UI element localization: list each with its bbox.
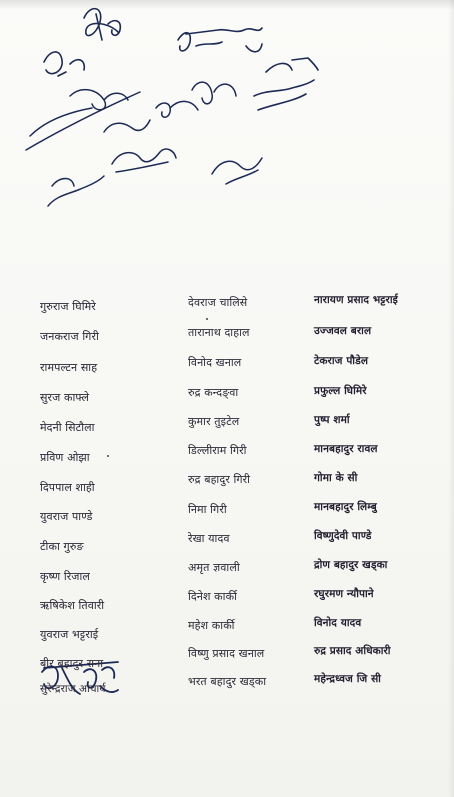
name-entry: पुष्प शर्मा [314, 414, 350, 426]
handwritten-signature-top-left [44, 9, 120, 76]
name-entry: दिनेश कार्की [188, 590, 237, 603]
name-entry: प्रविण ओझा [40, 451, 90, 464]
name-entry: निमा गिरी [188, 503, 227, 516]
name-entry: विष्णुदेवी पाण्डे [314, 530, 372, 542]
ink-speck [107, 455, 109, 457]
name-entry: बीर बहादुर राना [40, 657, 104, 670]
name-entry: देवराज चालिसे [188, 296, 248, 309]
name-entry: सुरेन्द्रराज आचार्य [40, 683, 106, 695]
name-entry: महेश कार्की [188, 619, 235, 632]
name-entry: रेखा यादव [188, 532, 230, 545]
name-entry: मेदनी सिटौला [40, 421, 95, 434]
name-entry: ऋषिकेश तिवारी [40, 599, 105, 612]
name-entry: तारानाथ दाहाल [188, 326, 250, 339]
name-entry: टेकराज पौडेल [314, 355, 369, 367]
name-entry: प्रफुल्ल घिमिरे [314, 385, 367, 397]
ink-speck [206, 318, 208, 320]
name-entry: युवराज पाण्डे [40, 510, 93, 523]
name-entry: गुरुराज घिमिरे [40, 300, 96, 313]
name-entry: कृष्ण रिजाल [40, 570, 90, 583]
name-entry: द्रोण बहादुर खड्का [314, 559, 388, 571]
handwritten-signature-cluster [26, 82, 262, 206]
name-entry: रुद्र प्रसाद अधिकारी [314, 645, 391, 657]
name-entry: दिपपाल शाही [40, 481, 95, 494]
name-entry: नारायण प्रसाद भट्टराई [314, 294, 398, 306]
name-entry: विष्णु प्रसाद खनाल [188, 647, 265, 660]
name-entry: मानबहादुर लिम्बु [314, 501, 377, 513]
handwritten-signature-top-right [254, 58, 318, 110]
name-entry: सुरज काफ्ले [40, 391, 90, 404]
name-entry: युवराज भट्टराई [40, 628, 99, 641]
name-entry: कुमार तुइटेल [188, 415, 240, 428]
name-entry: मानबहादुर रावल [314, 443, 378, 455]
name-entry: रुद्र कन्दङ्वा [188, 386, 239, 399]
name-entry: जनकराज गिरी [40, 330, 99, 343]
name-entry: डिल्लीराम गिरी [188, 444, 247, 457]
name-entry: विनोद यादव [314, 617, 362, 629]
name-entry: भरत बहादुर खड्का [188, 675, 267, 688]
handwritten-signature-top-center [178, 28, 262, 52]
name-entry: विनोद खनाल [188, 356, 242, 369]
name-entry: रामपल्टन साह [40, 361, 98, 374]
name-entry: रघुरमण न्यौपाने [314, 588, 374, 600]
name-entry: महेन्द्रध्वज जि सी [314, 673, 381, 685]
name-entry: उज्जवल बराल [314, 325, 372, 337]
name-entry: गोमा के सी [314, 472, 358, 484]
name-entry: टीका गुरुङ [40, 540, 84, 553]
name-entry: अमृत ज्ञवाली [188, 561, 240, 574]
name-entry: रुद्र बहादुर गिरी [188, 473, 251, 486]
